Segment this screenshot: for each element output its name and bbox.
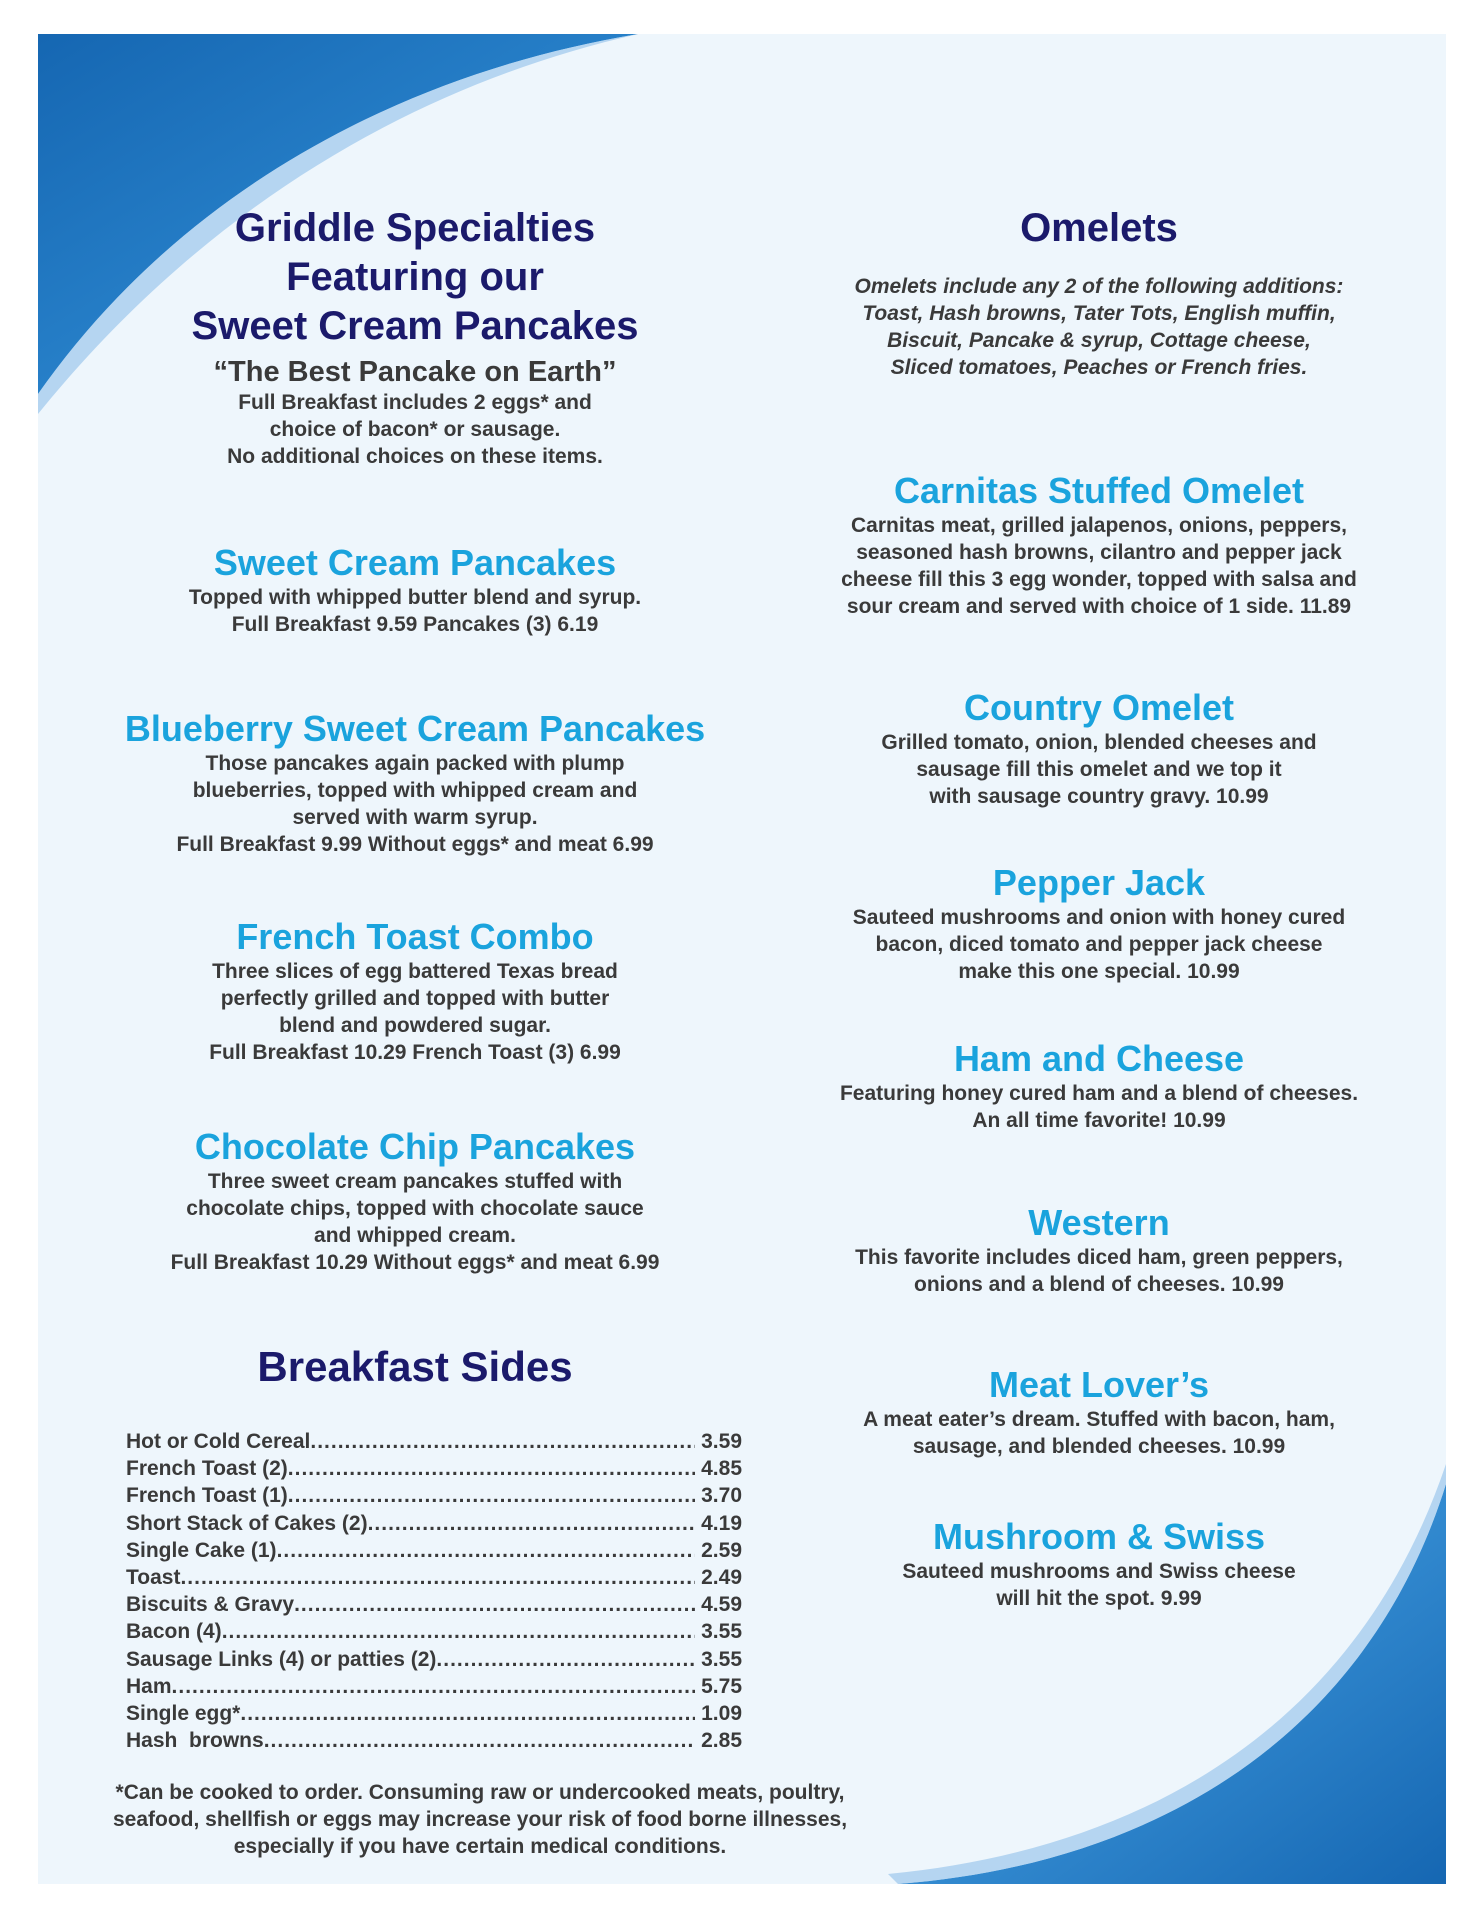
leader-dots	[288, 1455, 695, 1482]
side-name: French Toast (2)	[126, 1457, 288, 1481]
item-description: Those pancakes again packed with plump blueberries, topped with whipped cream and served with warm syrup. Full Breakfast 9.99 Without eggs* and meat 6.99	[176, 752, 654, 856]
item-title: Mushroom & Swiss	[932, 1516, 1266, 1557]
omelets-intro: Omelets include any 2 of the following additions: Toast, Hash browns, Tater Tots, English muffin, Biscuit, Pancake & syrup, Cottage cheese, Sliced tomatoes, Peaches or French fries.	[854, 275, 1344, 379]
item-title: Meat Lover’s	[988, 1364, 1210, 1405]
omelets-title: Omelets	[1020, 206, 1178, 250]
leader-dots	[222, 1618, 695, 1645]
item-title: Sweet Cream Pancakes	[213, 542, 617, 583]
side-name: Bacon (4)	[126, 1620, 222, 1644]
sides-title: Breakfast Sides	[257, 1343, 573, 1390]
side-name: Hash browns	[126, 1729, 264, 1753]
side-row	[126, 1428, 742, 1455]
side-price: 1.09	[701, 1702, 742, 1726]
side-price: 4.19	[701, 1511, 742, 1535]
sides-list	[126, 1428, 742, 1754]
side-row	[126, 1700, 742, 1727]
leader-dots	[436, 1646, 695, 1673]
side-price: 2.85	[701, 1729, 742, 1753]
menu-item	[80, 1126, 750, 1276]
side-price: 3.59	[701, 1430, 742, 1453]
item-description: Topped with whipped butter blend and syrup. Full Breakfast 9.59 Pancakes (3) 6.19	[188, 586, 642, 636]
griddle-title: Griddle Specialties Featuring our Sweet Cream Pancakes	[191, 206, 639, 348]
menu-item	[774, 470, 1424, 620]
leader-dots	[240, 1700, 695, 1727]
menu-item	[774, 1202, 1424, 1298]
side-price: 3.55	[701, 1620, 742, 1644]
side-row	[126, 1618, 742, 1645]
side-row	[126, 1727, 742, 1754]
leader-dots	[172, 1673, 696, 1700]
side-name: Toast	[126, 1566, 181, 1590]
side-price: 5.75	[701, 1674, 742, 1698]
side-row	[126, 1537, 742, 1564]
side-price: 3.70	[701, 1484, 742, 1508]
side-name: Biscuits & Gravy	[126, 1593, 295, 1617]
omelets-header	[774, 204, 1424, 381]
menu-item	[774, 687, 1424, 810]
item-description: Grilled tomato, onion, blended cheeses and sausage fill this omelet and we top it with sausage country gravy. 10.99	[881, 731, 1317, 808]
side-row	[126, 1455, 742, 1482]
leader-dots	[264, 1727, 695, 1754]
side-name: French Toast (1)	[126, 1484, 288, 1508]
griddle-tagline: “The Best Pancake on Earth”	[213, 356, 617, 388]
item-title: Ham and Cheese	[953, 1038, 1245, 1079]
side-row	[126, 1510, 742, 1537]
menu-item	[80, 708, 750, 858]
side-price: 4.85	[701, 1457, 742, 1481]
item-description: A meat eater’s dream. Stuffed with bacon, ham, sausage, and blended cheeses. 10.99	[863, 1408, 1335, 1458]
menu-item	[80, 542, 750, 638]
item-description: Featuring honey cured ham and a blend of cheeses. An all time favorite! 10.99	[839, 1082, 1359, 1132]
leader-dots	[368, 1510, 696, 1537]
item-title: Carnitas Stuffed Omelet	[893, 470, 1305, 511]
side-price: 3.55	[701, 1647, 742, 1671]
leader-dots	[288, 1482, 695, 1509]
side-name: Single egg*	[126, 1702, 241, 1726]
item-title: Chocolate Chip Pancakes	[194, 1126, 636, 1167]
item-description: Sauteed mushrooms and Swiss cheese will hit the spot. 9.99	[902, 1560, 1296, 1610]
leader-dots	[277, 1537, 696, 1564]
menu-page	[38, 34, 1446, 1884]
menu-item	[80, 916, 750, 1066]
item-description: Three sweet cream pancakes stuffed with chocolate chips, topped with chocolate sauce and whipped cream. Full Breakfast 10.29 Without eggs* and meat 6.99	[170, 1170, 660, 1274]
side-row	[126, 1673, 742, 1700]
griddle-header	[80, 204, 750, 470]
side-price: 2.59	[701, 1538, 742, 1562]
item-title: Pepper Jack	[992, 862, 1206, 903]
side-row	[126, 1564, 742, 1591]
item-description: Sauteed mushrooms and onion with honey cured bacon, diced tomato and pepper jack cheese make this one special. 10.99	[852, 906, 1346, 983]
side-row	[126, 1591, 742, 1618]
sides-header	[80, 1342, 750, 1392]
side-row	[126, 1482, 742, 1509]
item-description: Carnitas meat, grilled jalapenos, onions, peppers, seasoned hash browns, cilantro and pepper jack cheese fill this 3 egg wonder, topped with salsa and sour cream and served with choice of 1 side. 11.89	[841, 514, 1357, 618]
item-title: Western	[1028, 1202, 1170, 1243]
griddle-intro: Full Breakfast includes 2 eggs* and choice of bacon* or sausage. No additional choices on these items.	[227, 391, 603, 468]
leader-dots	[180, 1564, 695, 1591]
side-row	[126, 1646, 742, 1673]
leader-dots	[310, 1428, 695, 1455]
side-name: Single Cake (1)	[126, 1538, 277, 1562]
menu-item	[774, 1364, 1424, 1460]
side-price: 4.59	[701, 1593, 742, 1617]
menu-item	[774, 1516, 1424, 1612]
side-name: Short Stack of Cakes (2)	[126, 1511, 368, 1535]
side-name: Ham	[126, 1674, 172, 1698]
menu-item	[774, 1038, 1424, 1134]
item-description: This favorite includes diced ham, green peppers, onions and a blend of cheeses. 10.99	[855, 1246, 1343, 1296]
food-safety-footnote: *Can be cooked to order. Consuming raw or undercooked meats, poultry, seafood, shellfish or eggs may increase your risk of food borne illnesses, especially if you have certain medical conditions.	[112, 1781, 848, 1858]
leader-dots	[294, 1591, 695, 1618]
menu-item	[774, 862, 1424, 985]
item-title: Country Omelet	[963, 687, 1235, 728]
side-name: Hot or Cold Cereal	[126, 1430, 311, 1453]
side-name: Sausage Links (4) or patties (2)	[126, 1647, 437, 1671]
item-description: Three slices of egg battered Texas bread perfectly grilled and topped with butter blend and powdered sugar. Full Breakfast 10.29 French Toast (3) 6.99	[209, 960, 621, 1064]
item-title: Blueberry Sweet Cream Pancakes	[124, 708, 706, 749]
item-title: French Toast Combo	[236, 916, 594, 957]
side-price: 2.49	[701, 1566, 742, 1590]
